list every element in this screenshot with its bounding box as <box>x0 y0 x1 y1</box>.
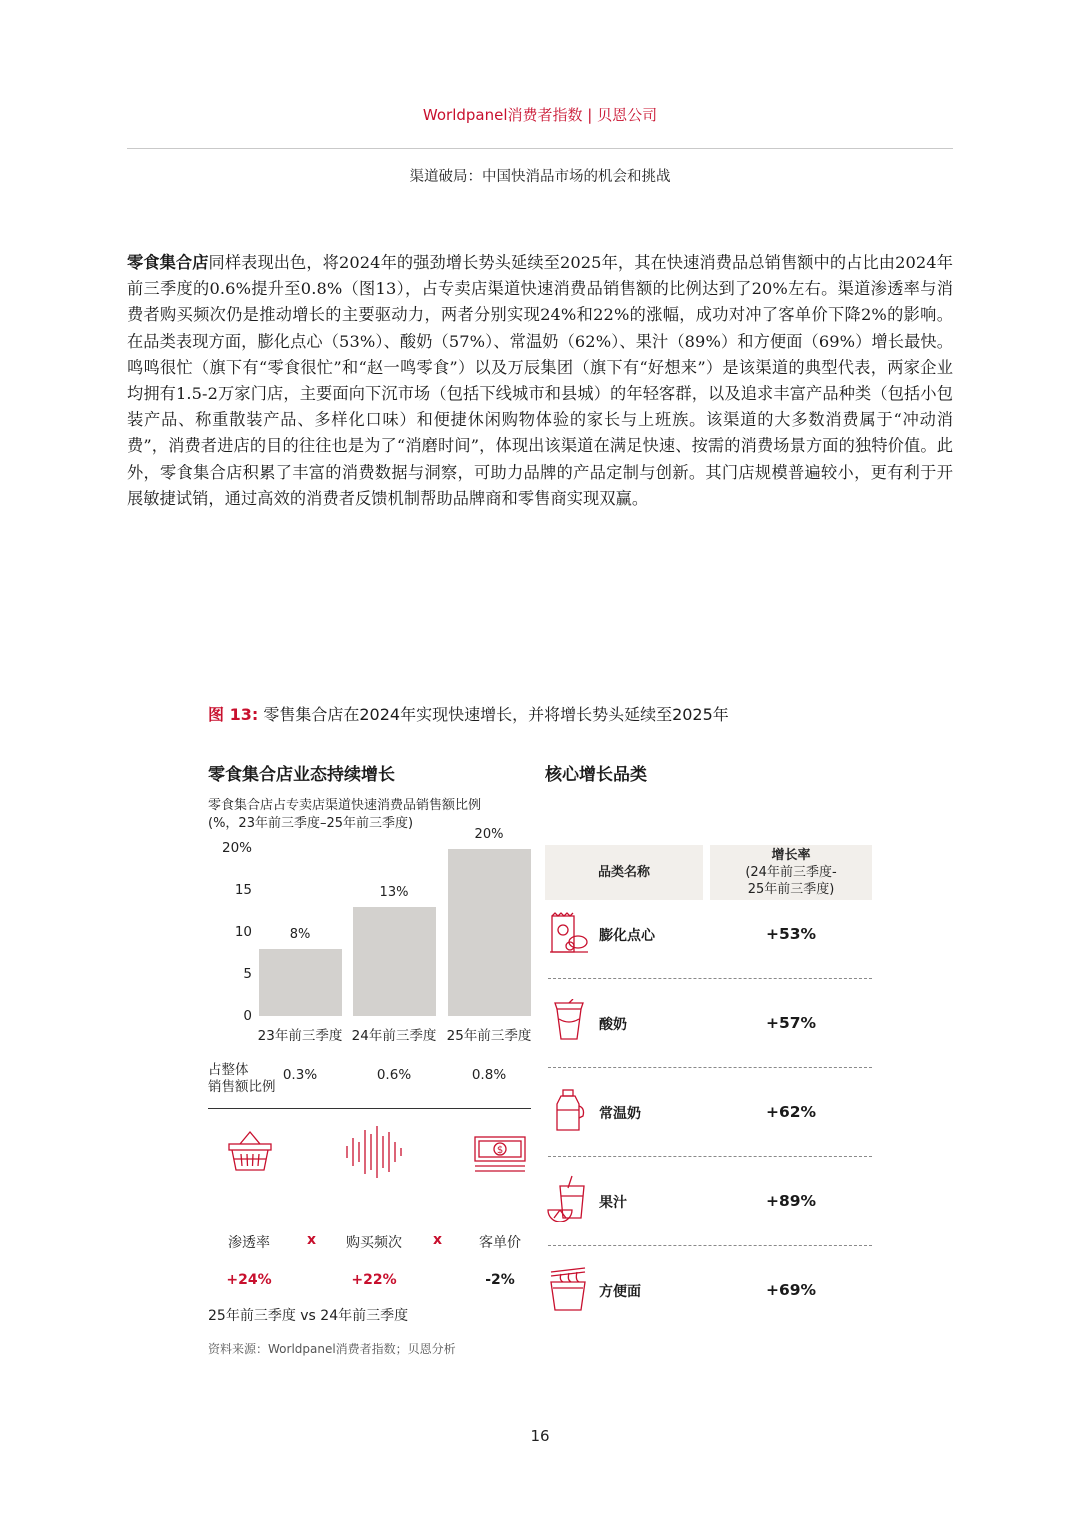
bar-24q3 <box>353 907 436 1016</box>
row-divider <box>548 978 872 979</box>
snack-bag-icon <box>548 912 590 956</box>
share-label-line2: 销售额比例 <box>208 1079 276 1095</box>
report-header-title: Worldpanel消费者指数 | 贝恩公司 <box>422 106 658 124</box>
category-name: 膨化点心 <box>599 928 655 944</box>
paragraph-text: 同样表现出色，将2024年的强劲增长势头延续至2025年，其在快速消费品总销售额中的占比由2024年前三季度的0.6%提升至0.8%（图13），占专卖店渠道快速消费品销售额的比例达到了20%左右。渠道渗透率与消费者购买频次仍是推动增长的主要驱动力，两者分别实现24%和22%的涨幅，成功对冲了客单价下降2%的影响。在品类表现方面，膨化点心（53%）、酸奶（57%）、常温奶（62%）、果汁（89%）和方便面（69%）增长最快。鸣鸣很忙（旗下有“零食很忙”和“赵一鸣零食”）以及万辰集团（旗下有“好想来”）是该渠道的典型代表，两家企业均拥有1.5-2万家门店，主要面向下沉市场（包括下线城市和县城）的年轻客群，以及追求丰富产品种类（包括小包装产品、称重散装产品、多样化口味）和便捷休闲购物体验的家长与上班族。该渠道的大多数消费属于“冲动消费”，消费者进店的目的往往也是为了“消磨时间”，体现出该渠道在满足快速、按需的消费场景方面的独特价值。此外，零食集合店积累了丰富的消费数据与洞察，可助力品牌的产品定制与创新。其门店规模普遍较小，更有利于开展敏捷试销，通过高效的消费者反馈机制帮助品牌商和零售商实现双赢。 <box>127 253 953 508</box>
category-name: 方便面 <box>599 1284 641 1300</box>
multiply-operator: x <box>307 1232 317 1248</box>
header-growth-period-1: (24年前三季度- <box>745 865 837 880</box>
x-category-label: 24年前三季度 <box>351 1028 437 1044</box>
page-number: 16 <box>530 1427 550 1445</box>
header-category-label: 品类名称 <box>597 865 650 880</box>
figure-caption: 零售集合店在2024年实现快速增长，并将增长势头延续至2025年 <box>263 705 729 724</box>
row-divider <box>548 1245 872 1246</box>
category-growth-value: +57% <box>765 1014 817 1032</box>
yogurt-cup-icon <box>549 999 589 1043</box>
header-growth-label: 增长率 <box>771 848 811 863</box>
bar-value-label: 8% <box>289 927 311 943</box>
y-tick-label: 20% <box>221 840 252 856</box>
table-header-category <box>545 845 703 900</box>
bar-23q3 <box>259 949 342 1016</box>
banknote-icon <box>473 1134 527 1174</box>
metric-label-penetration: 渗透率 <box>228 1235 270 1251</box>
category-name: 常温奶 <box>599 1106 641 1122</box>
y-tick-label: 5 <box>243 966 252 982</box>
metric-footnote: 25年前三季度 vs 24年前三季度 <box>208 1308 409 1324</box>
x-category-label: 23年前三季度 <box>257 1028 343 1044</box>
header-growth-period-2: 25年前三季度) <box>747 882 835 897</box>
metric-value-ticket: -2% <box>485 1272 515 1288</box>
x-category-label: 25年前三季度 <box>446 1028 532 1044</box>
share-value: 0.8% <box>471 1067 507 1083</box>
y-tick-label: 15 <box>234 882 252 898</box>
basket-icon <box>226 1128 274 1174</box>
y-tick-label: 0 <box>243 1008 252 1024</box>
milk-jug-icon <box>551 1088 587 1134</box>
row-divider <box>548 1156 872 1157</box>
left-panel-heading: 零食集合店业态持续增长 <box>208 765 395 785</box>
juice-glass-icon <box>546 1174 592 1222</box>
soundwave-icon <box>344 1124 406 1180</box>
figure-number: 图 13: <box>208 705 259 724</box>
figure-title <box>208 702 729 725</box>
report-subtitle: 渠道破局：中国快消品市场的机会和挑战 <box>409 169 671 185</box>
chart-subtitle-1: 零食集合店占专卖店渠道快速消费品销售额比例 <box>208 798 482 813</box>
metric-label-ticket: 客单价 <box>479 1235 521 1251</box>
multiply-operator: x <box>433 1232 443 1248</box>
paragraph-lead: 零食集合店 <box>127 253 209 272</box>
table-header-growth <box>710 845 872 900</box>
category-growth-value: +53% <box>765 925 817 943</box>
share-value: 0.3% <box>282 1067 318 1083</box>
left-panel-divider <box>208 1108 531 1109</box>
header-divider <box>127 148 953 149</box>
bar-value-label: 13% <box>379 885 409 901</box>
bar-25q3 <box>448 849 531 1016</box>
category-growth-value: +62% <box>765 1103 817 1121</box>
category-name: 果汁 <box>599 1195 627 1211</box>
svg-text:$: $ <box>496 1145 504 1156</box>
row-divider <box>548 1067 872 1068</box>
chart-subtitle-2: (%，23年前三季度–25年前三季度) <box>208 816 414 831</box>
share-label-line1: 占整体 <box>208 1062 249 1078</box>
noodle-cup-icon <box>547 1266 589 1312</box>
category-growth-value: +69% <box>765 1281 817 1299</box>
share-value: 0.6% <box>376 1067 412 1083</box>
metric-label-frequency: 购买频次 <box>346 1235 402 1251</box>
metric-value-frequency: +22% <box>351 1272 397 1288</box>
category-growth-value: +89% <box>765 1192 817 1210</box>
body-paragraph <box>127 250 953 512</box>
bar-value-label: 20% <box>474 827 504 842</box>
source-note: 资料来源：Worldpanel消费者指数；贝恩分析 <box>208 1342 456 1356</box>
y-tick-label: 10 <box>234 924 252 940</box>
right-panel-heading: 核心增长品类 <box>545 765 647 785</box>
metric-value-penetration: +24% <box>226 1272 272 1288</box>
category-name: 酸奶 <box>599 1017 627 1033</box>
